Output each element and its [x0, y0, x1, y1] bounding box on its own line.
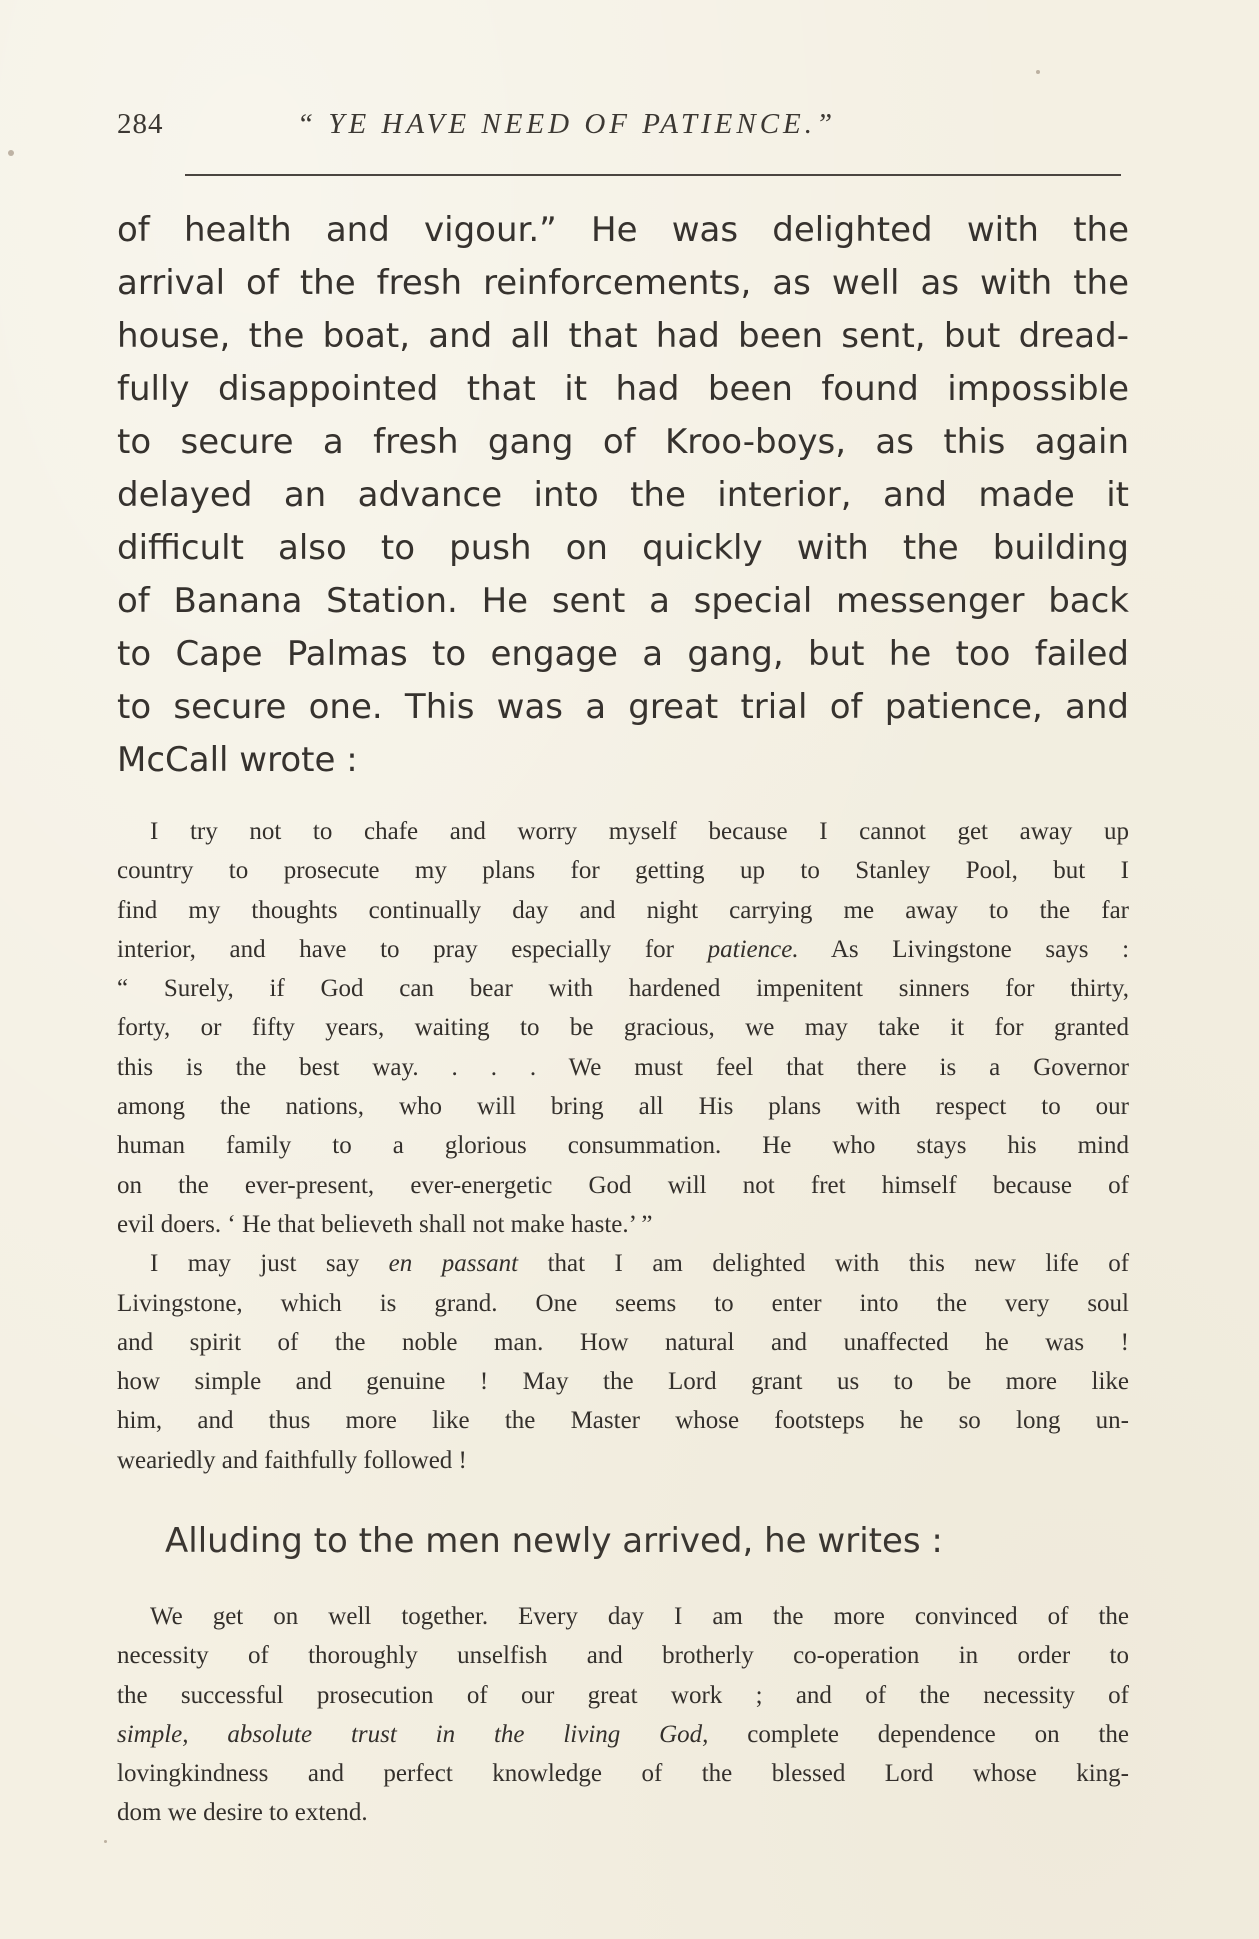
running-title: “ YE HAVE NEED OF PATIENCE.” [297, 108, 837, 140]
extract-line: find my thoughts continually day and night carrying me away to the far [117, 896, 1129, 924]
text-line: of Banana Station. He sent a special messenger back [117, 581, 1129, 621]
page-number: 284 [117, 108, 164, 140]
extract-line [117, 1244, 1129, 1283]
extract-line: I try not to chafe and worry myself because I cannot get away up [150, 818, 1129, 845]
paper-speck [104, 1840, 107, 1843]
extract-line [117, 1715, 1129, 1754]
text-line: to Cape Palmas to engage a gang, but he too failed [117, 634, 1129, 674]
extract-line [117, 930, 1129, 969]
extract-line-part: As Livingstone says : [830, 935, 1130, 963]
extract-line-part: interior, and have to pray especially for [117, 935, 674, 963]
text-line: difficult also to push on quickly with the building [117, 528, 1129, 568]
extract-line: and spirit of the noble man. How natural and unaffected he was ! [117, 1328, 1129, 1356]
extract-line: on the ever-present, ever-energetic God will not fret himself because of [117, 1171, 1129, 1199]
extract-line: the successful prosecution of our great work ; and of the necessity of [117, 1681, 1129, 1709]
running-head [117, 108, 1129, 148]
quoted-extract [117, 1597, 1129, 1833]
text-line: fully disappointed that it had been found impossible [117, 369, 1129, 409]
intro-sentence: Alluding to the men newly arrived, he writes : [165, 1521, 943, 1561]
extract-line: necessity of thoroughly unselfish and brotherly co-operation in order to [117, 1642, 1129, 1670]
extract-line: country to prosecute my plans for getting up to Stanley Pool, but I [117, 857, 1129, 885]
italic-word-patience: patience. [707, 935, 799, 963]
extract-line-part: complete dependence on the [747, 1720, 1130, 1748]
text-line: to secure one. This was a great trial of patience, and [117, 687, 1129, 727]
extract-line: forty, or fifty years, waiting to be gracious, we may take it for granted [117, 1014, 1129, 1042]
italic-phrase-en-passant: en passant [388, 1250, 519, 1278]
italic-phrase-simple-trust: simple, absolute trust in the living God, [117, 1720, 709, 1748]
extract-line-part: I may just say [150, 1250, 360, 1278]
header-rule [185, 174, 1121, 176]
extract-line: among the nations, who will bring all His plans with respect to our [117, 1093, 1129, 1121]
text-line: to secure a fresh gang of Kroo-boys, as this again [117, 422, 1129, 462]
text-line: McCall wrote : [117, 740, 358, 780]
extract-line: We get on well together. Every day I am the more convinced of the [150, 1603, 1129, 1630]
paper-speck [8, 150, 14, 156]
extract-line: lovingkindness and perfect knowledge of the blessed Lord whose king- [117, 1760, 1129, 1788]
extract-line: weariedly and faithfully followed ! [117, 1446, 467, 1474]
text-line: delayed an advance into the interior, and made it [117, 475, 1129, 515]
extract-line: evil doers. ‘ He that believeth shall not make haste.’ ” [117, 1210, 653, 1238]
text-line: arrival of the fresh reinforcements, as well as with the [117, 263, 1129, 303]
extract-line: human family to a glorious consummation. He who stays his mind [117, 1132, 1129, 1160]
extract-line: this is the best way. . . . We must feel that there is a Governor [117, 1053, 1129, 1081]
body-paragraph [117, 204, 1129, 787]
extract-line-part: that I am delighted with this new life of [547, 1250, 1130, 1278]
extract-line: “ Surely, if God can bear with hardened impenitent sinners for thirty, [117, 975, 1129, 1003]
text-line: of health and vigour.” He was delighted with the [117, 210, 1129, 250]
text-line: house, the boat, and all that had been sent, but dread- [117, 316, 1129, 356]
quoted-extract [117, 812, 1129, 1480]
extract-line: him, and thus more like the Master whose footsteps he so long un- [117, 1407, 1129, 1435]
extract-line: dom we desire to extend. [117, 1799, 368, 1827]
extract-line: Livingstone, which is grand. One seems to enter into the very soul [117, 1289, 1129, 1317]
paper-speck [1036, 70, 1040, 74]
extract-line: how simple and genuine ! May the Lord grant us to be more like [117, 1368, 1129, 1396]
